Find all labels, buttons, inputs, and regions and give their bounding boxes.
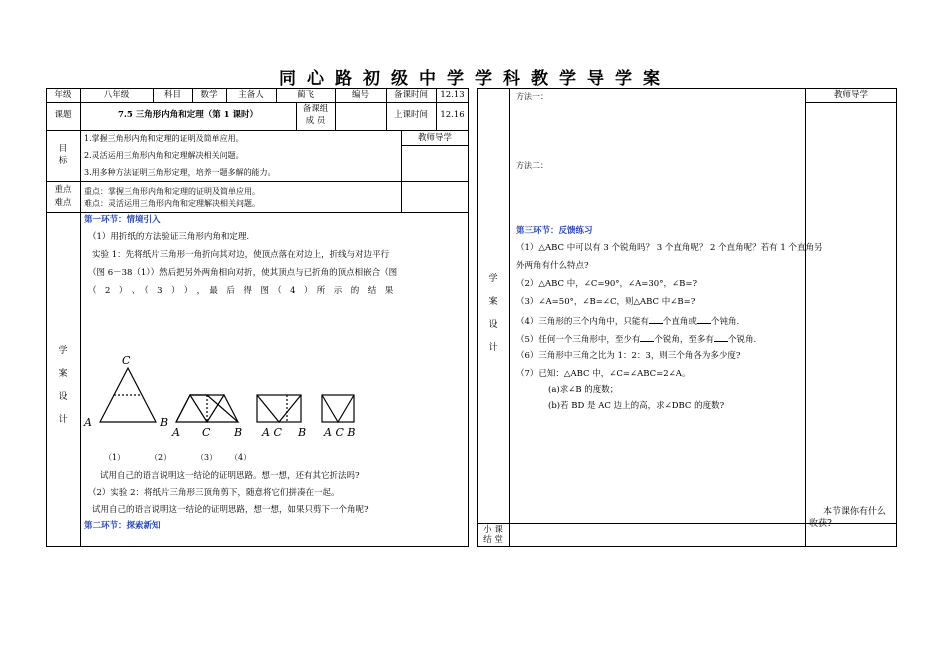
prep-time-value: 12.13 — [440, 90, 465, 100]
design-label-right: 学 案 设 计 — [488, 274, 498, 353]
section1-title: 第一环节：情境引入 — [84, 215, 161, 225]
fig2-label-c: C — [202, 426, 211, 439]
class-time-value: 12.16 — [440, 110, 465, 120]
section1-exp1-line1: 实验 1：先将纸片三角形一角折向其对边，使顶点落在对边上，折线与对边平行 — [92, 250, 390, 260]
section1-try2: 试用自己的语言说明这一结论的证明思路，想一想，如果只剪下一个角呢? — [92, 505, 369, 515]
topic-label: 课题 — [54, 110, 72, 120]
preparer-label: 主备人 — [238, 90, 264, 100]
section2-title: 第二环节：探索新知 — [84, 521, 161, 531]
exercise-3: （3）∠A=50°，∠B=∠C，则△ABC 中∠B=? — [516, 297, 696, 307]
gain-line-1: 本节课你有什么 — [823, 507, 887, 517]
design-label-left: 学 案 设 计 — [58, 346, 68, 425]
group-label-2: 成 员 — [305, 116, 326, 126]
fig1-label-c: C — [122, 354, 131, 367]
exercise-7: （7）已知：△ABC 中，∠C=∠ABC=2∠A。 — [516, 369, 691, 379]
exercise-1a: （1）△ABC 中可以有 3 个锐角吗？ 3 个直角呢？ 2 个直角呢？若有 1 个直角另 — [516, 243, 823, 253]
grade-value: 八年级 — [103, 90, 130, 100]
prep-time-label: 备课时间 — [393, 90, 428, 100]
group-label-1: 备课组 — [302, 104, 329, 114]
exercise-2: （2）△ABC 中，∠C=90°，∠A=30°，∠B=? — [516, 279, 698, 289]
goals-label-2: 标 — [58, 156, 68, 166]
fig2-label-b: B — [234, 426, 243, 439]
fig1-label-b: B — [160, 416, 169, 429]
page-title: 同心路初级中学学科教学导学案 — [279, 69, 671, 89]
folding-figures — [80, 350, 380, 440]
exercise-7a: (a)求∠B 的度数； — [548, 385, 619, 395]
summary-label-2: 结 堂 — [483, 535, 503, 545]
fig-caption-2: （2） — [150, 453, 172, 462]
goals-label-1: 目 — [58, 144, 68, 154]
section1-q2: （2）实验 2：将纸片三角形三顶角剪下，随意将它们拼凑在一起。 — [88, 488, 340, 498]
class-time-label: 上课时间 — [393, 110, 428, 120]
fig1-label-a: A — [84, 416, 92, 429]
goal-item-1: 1.掌握三角形内角和定理的证明及简单应用。 — [84, 134, 244, 143]
section1-q1: （1）用折纸的方法验证三角形内角和定理. — [88, 232, 250, 242]
section1-exp1-line3: （ 2 ） 、 （ 3 ） ） ， 最 后 得 图 （ 4 ） 所 示 的 结 果 — [88, 286, 394, 296]
section1-exp1-line2: （图 6－38（1））然后把另外两角相向对折，使其顶点与已折角的顶点相嵌合（图 — [88, 268, 398, 278]
key-difficulty: 难点：灵活运用三角形内角和定理解决相关问题。 — [84, 199, 260, 208]
fig3-label-ac: A C — [262, 426, 282, 439]
goal-item-2: 2.灵活运用三角形内角和定理解决相关问题。 — [84, 151, 244, 160]
grade-label: 年级 — [54, 90, 72, 100]
keypoint-label-2: 难点 — [54, 198, 72, 208]
exercise-7b: (b)若 BD 是 AC 边上的高，求∠DBC 的度数? — [548, 401, 725, 411]
exercise-1b: 外两角有什么特点? — [516, 261, 589, 271]
fig-caption-3: （3） — [196, 453, 218, 462]
gain-line-2: 收获? — [809, 519, 832, 529]
fig2-label-a: A — [172, 426, 180, 439]
method-2: 方法二： — [516, 161, 548, 170]
fig-caption-4: （4） — [230, 453, 252, 462]
exercise-4: （4）三角形的三个内角中，只能有 个直角或 个钝角. — [516, 317, 740, 327]
goal-item-3: 3.用多种方法证明三角形定理，培养一题多解的能力。 — [84, 168, 276, 177]
fig4-label-acb: A C B — [324, 426, 356, 439]
teacher-guide-header-right: 教师导学 — [833, 90, 868, 100]
section3-title: 第三环节：反馈练习 — [516, 226, 593, 236]
teacher-guide-header-left: 教师导学 — [417, 133, 452, 143]
number-label: 编号 — [351, 90, 369, 100]
fig-caption-1: （1） — [104, 453, 126, 462]
summary-label-1: 小 课 — [483, 525, 503, 535]
key-focus: 重点：掌握三角形内角和定理的证明及简单应用。 — [84, 187, 260, 196]
subject-value: 数学 — [200, 90, 218, 100]
topic-value: 7.5 三角形内角和定理（第 1 课时） — [117, 110, 259, 120]
exercise-6: （6）三角形中三角之比为 1：2：3，则三个角各为多少度? — [516, 351, 741, 361]
keypoint-label-1: 重点 — [54, 185, 72, 195]
subject-label: 科目 — [163, 90, 181, 100]
section1-try1: 试用自己的语言说明这一结论的证明思路。想一想，还有其它折法吗? — [100, 471, 360, 481]
exercise-5: （5）任何一个三角形中，至少有 个锐角，至多有 个锐角. — [516, 335, 757, 345]
fig3-label-b: B — [298, 426, 307, 439]
preparer-value: 蔺飞 — [296, 90, 314, 100]
method-1: 方法一： — [516, 92, 548, 101]
